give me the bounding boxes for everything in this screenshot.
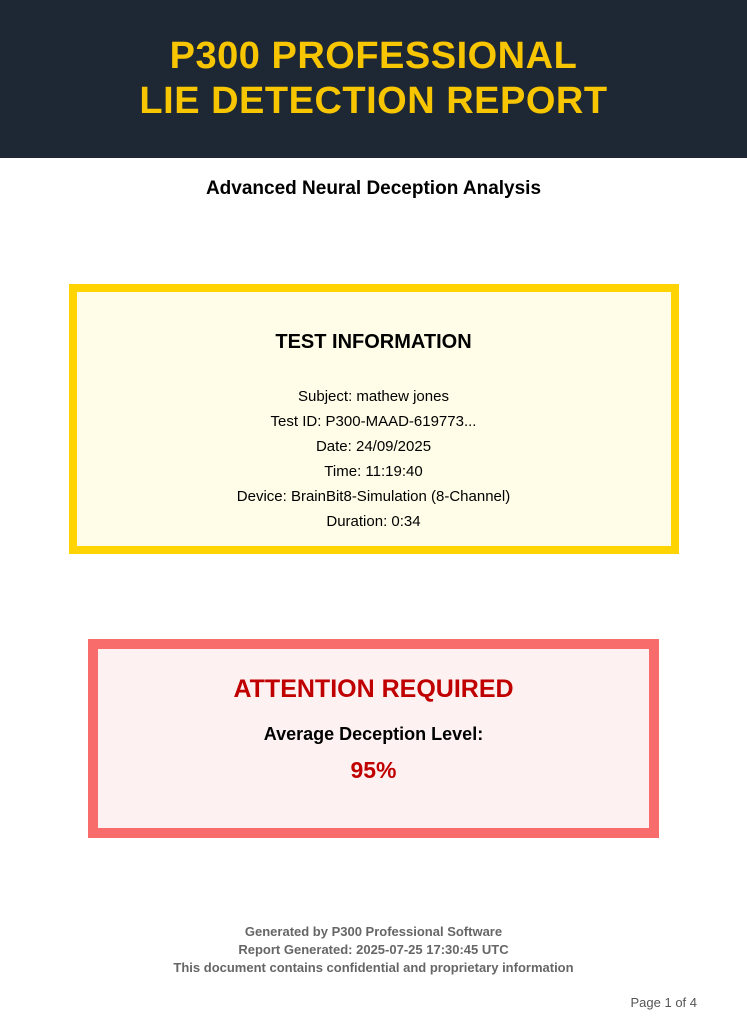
test-info-device: Device: BrainBit8-Simulation (8-Channel)	[236, 488, 511, 505]
test-info-test-id: Test ID: P300-MAAD-619773...	[270, 413, 477, 430]
footer-generated-by: Generated by P300 Professional Software	[244, 924, 503, 939]
page-indicator: Page 1 of 4	[630, 995, 697, 1010]
footer-report-generated: Report Generated: 2025-07-25 17:30:45 UTC	[238, 942, 509, 957]
attention-required-title: ATTENTION REQUIRED	[233, 675, 514, 703]
footer-confidential-notice: This document contains confidential and proprietary information	[173, 960, 574, 975]
report-header	[0, 0, 747, 158]
report-title-line2: LIE DETECTION REPORT	[139, 80, 608, 122]
report-subtitle: Advanced Neural Deception Analysis	[205, 178, 542, 199]
test-information-box	[69, 284, 679, 554]
test-information-lines	[97, 384, 651, 534]
deception-level-value: 95%	[350, 757, 397, 783]
report-footer	[0, 923, 747, 977]
report-title-line1: P300 PROFESSIONAL	[169, 35, 578, 78]
test-info-subject: Subject: mathew jones	[298, 388, 449, 405]
report-title	[139, 34, 607, 124]
test-info-duration: Duration: 0:34	[326, 513, 421, 530]
test-info-date: Date: 24/09/2025	[315, 438, 432, 455]
test-information-title: TEST INFORMATION	[275, 331, 472, 353]
deception-level-label: Average Deception Level:	[263, 724, 484, 744]
test-info-time: Time: 11:19:40	[324, 463, 423, 480]
attention-required-box	[88, 639, 659, 838]
